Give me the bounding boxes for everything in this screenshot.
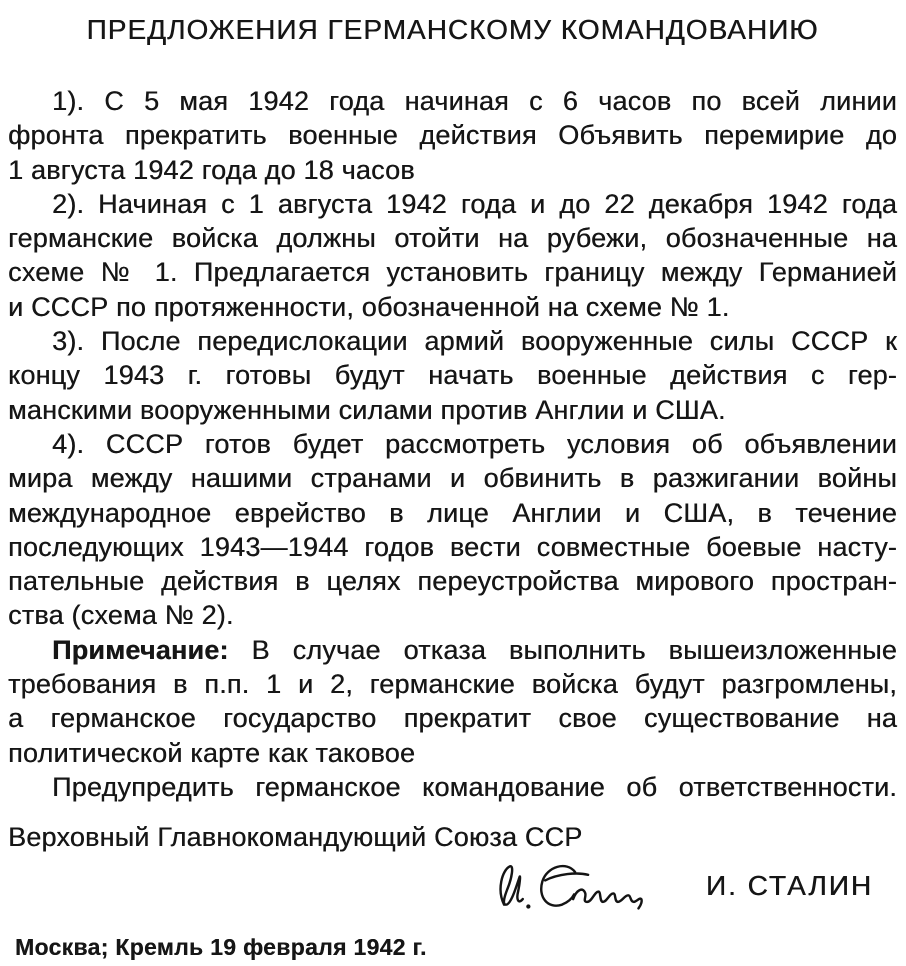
note-paragraph [8,633,897,770]
paragraph-2 [8,187,897,324]
warning-paragraph [8,770,897,804]
text-line: международное еврейство в лице Англии и США, в течение [8,497,897,528]
signature-row [8,858,897,914]
text-line: манскими вооруженными силами против Англии и США. [8,394,726,425]
text-line: фронта прекратить военные действия Объявить перемирие до [8,120,897,151]
text-line: концу 1943 г. готовы будут начать военные действия с гер- [8,360,897,391]
text-line: и СССР по протяженности, обозначенной на схеме № 1. [8,291,730,322]
text-line: а германское государство прекратит свое существование на [8,703,897,734]
paragraph-3 [8,324,897,427]
dateline: Москва; Кремль 19 февраля 1942 г. [15,934,427,961]
stalin-signature-icon [485,858,680,914]
text-line: Предупредить германское командование об ответственности. [52,771,897,802]
note-label: Примечание: [52,634,229,665]
text-line: 2). Начиная с 1 августа 1942 года и до 22 декабря 1942 года [52,188,897,219]
text-line: 1 августа 1942 года до 18 часов [8,154,415,185]
text-line: 3). После передислокации армий вооруженные силы СССР к [52,326,897,357]
paragraph-4 [8,427,897,633]
text-line: 4). СССР готов будет рассмотреть условия об объявлении [52,428,897,459]
text-line: пательные действия в целях переустройства мирового простран- [8,566,897,597]
text-line: требования в п.п. 1 и 2, германские войска будут разгромлены, [8,669,897,700]
text-line: политической карте как таковое [8,737,416,768]
text-line: мира между нашими странами и обвинить в разжигании войны [8,463,897,494]
paragraph-1 [8,84,897,187]
text-line: германские войска должны отойти на рубежи, обозначенные на [8,223,897,254]
closing-line: Верховный Главнокомандующий Союза ССР [8,822,583,853]
document-title: ПРЕДЛОЖЕНИЯ ГЕРМАНСКОМУ КОМАНДОВАНИЮ [86,14,819,45]
text-line: схеме № 1. Предлагается установить границу между Германией [8,257,897,288]
text-line [8,633,897,667]
text-line: 1). С 5 мая 1942 года начиная с 6 часов по всей линии [52,86,897,116]
text-line: последующих 1943—1944 годов вести совместные боевые насту- [8,531,897,562]
signature-printed-name: И. СТАЛИН [705,870,873,902]
note-line-rest: В случае отказа выполнить вышеизложенные [251,634,897,665]
text-line: ства (схема № 2). [8,600,234,631]
